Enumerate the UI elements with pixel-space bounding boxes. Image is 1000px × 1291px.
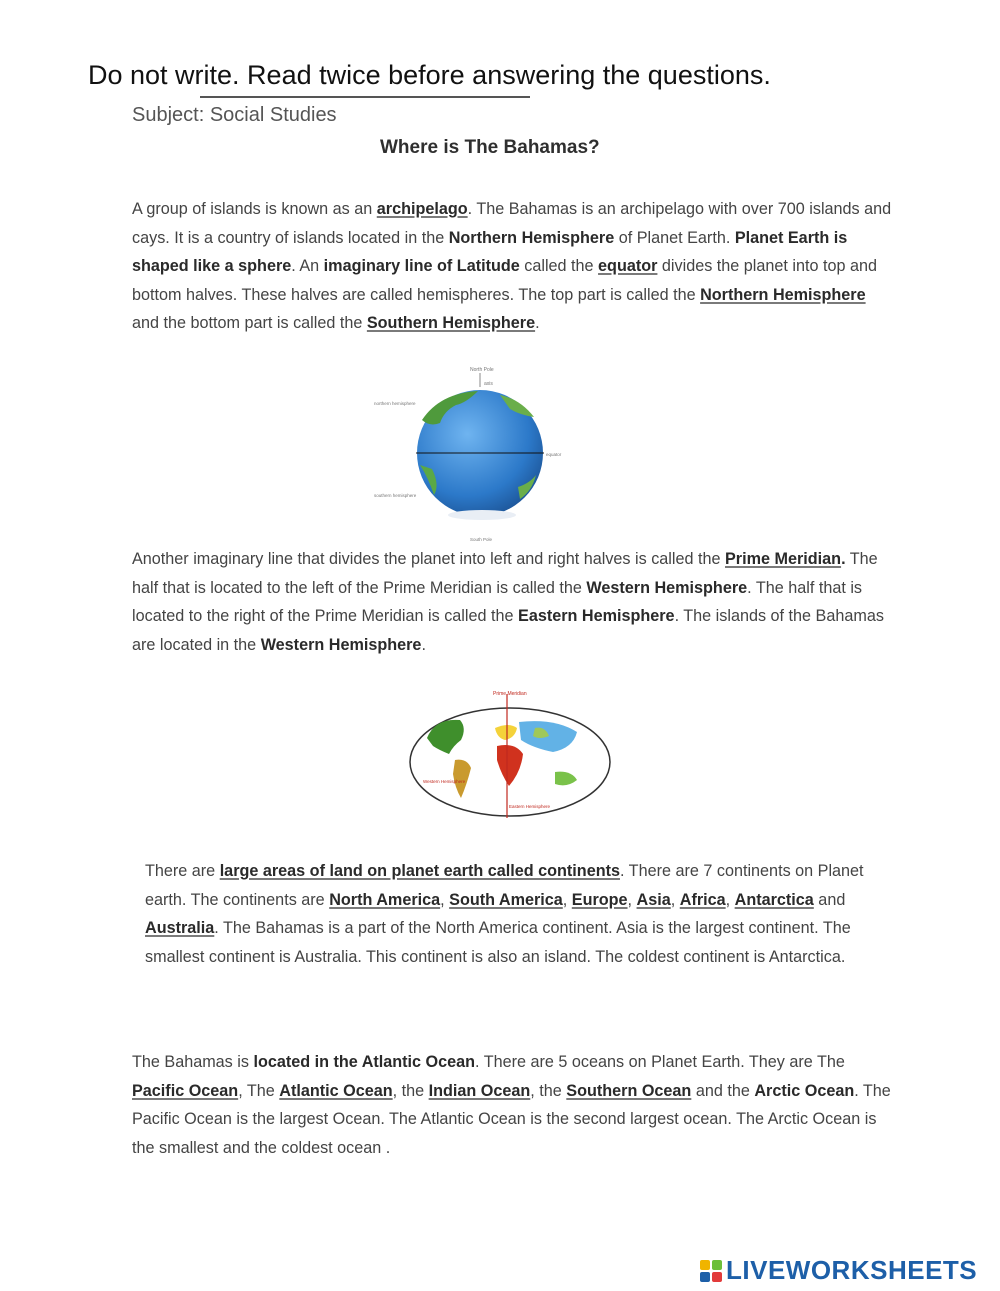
text-run: , the [530, 1081, 567, 1100]
text-run: Antarctica [734, 890, 814, 909]
text-run: . [841, 550, 846, 568]
text-run: . The Bahamas is a part of the North America continent. Asia is the largest continent. The smallest continent is Australia. This continent is also an island. The coldest continent is Antarctica. [145, 919, 851, 966]
text-run: Northern Hemisphere [448, 228, 615, 247]
text-run: Arctic Ocean [754, 1081, 855, 1100]
text-run: located in the Atlantic Ocean [253, 1053, 476, 1071]
text-run: of Planet Earth. [614, 228, 735, 247]
text-run: . [535, 314, 540, 333]
text-run: archipelago [376, 200, 468, 218]
logo-square [700, 1260, 710, 1270]
text-run: Australia [145, 919, 215, 938]
page-title: Where is The Bahamas? [380, 137, 600, 158]
prime-meridian-label: Prime Meridian [493, 691, 527, 697]
axis-label: axis [484, 381, 493, 387]
text-run: . The half that is located to the right of the Prime Meridian is called the [132, 578, 863, 626]
text-run: equator [598, 257, 658, 276]
text-run: and [813, 890, 846, 909]
logo-square [700, 1272, 710, 1282]
text-run: and the bottom part is called the [132, 314, 367, 333]
text-run: , [627, 890, 637, 909]
subject-line: Subject: Social Studies [132, 104, 337, 126]
text-run: A group of islands is known as an [132, 200, 377, 218]
text-run: . There are 7 continents on Planet earth. The continents are [145, 862, 864, 909]
text-run: Southern Ocean [566, 1081, 692, 1100]
text-run: . The islands of the Bahamas are located in the [132, 607, 884, 654]
text-run: Planet Earth is shaped like a sphere [132, 228, 848, 276]
text-run: Prime Meridian [725, 550, 842, 568]
text-run: Western Hemisphere [586, 578, 748, 597]
text-run: The half that is located to the left of the Prime Meridian is called the [132, 550, 878, 597]
north-pole-label: North Pole [470, 367, 494, 373]
text-run: The Bahamas is [132, 1053, 254, 1071]
liveworksheets-logo[interactable] [700, 1255, 977, 1286]
text-run: . An [291, 257, 324, 276]
text-run: , [440, 890, 450, 909]
text-run: . The Bahamas is an archipelago with over 700 islands and cays. It is a country of islands located in the [132, 200, 892, 247]
paragraph-continents [145, 857, 905, 971]
logo-square [712, 1260, 722, 1270]
text-run: South America [449, 890, 563, 909]
logo-square [712, 1272, 722, 1282]
text-run: . The Pacific Ocean is the largest Ocean. The Atlantic Ocean is the second largest ocean. The Arctic Ocean is the smallest and the coldest ocean . [132, 1081, 891, 1157]
text-run: Pacific Ocean [132, 1081, 239, 1100]
equator-label: equator [546, 452, 562, 457]
text-run: Western Hemisphere [260, 635, 422, 654]
text-run: Africa [679, 890, 726, 909]
liveworksheets-logo-text: LIVEWORKSHEETS [726, 1255, 978, 1285]
text-run: Southern Hemisphere [366, 314, 536, 333]
text-run: . [421, 635, 426, 654]
liveworksheets-logo-icon [700, 1260, 722, 1282]
text-run: Another imaginary line that divides the planet into left and right halves is called the [132, 550, 725, 568]
paragraph-prime-meridian [132, 545, 892, 659]
text-run: called the [519, 257, 599, 276]
text-run: , The [238, 1081, 280, 1100]
northern-hemisphere-label: northern hemisphere [374, 401, 416, 406]
world-map-figure [405, 688, 615, 820]
text-run: imaginary line of Latitude [323, 257, 520, 276]
southern-hemisphere-label: southern hemisphere [374, 493, 417, 498]
text-run: Eastern Hemisphere [518, 607, 675, 626]
text-run: Indian Ocean [428, 1081, 531, 1100]
paragraph-oceans [132, 1048, 892, 1162]
text-run: Northern Hemisphere [700, 285, 866, 304]
text-run: , [562, 890, 572, 909]
instruction-underline [200, 96, 530, 98]
text-run: There are [145, 862, 220, 880]
text-run: large areas of land on planet earth called continents [219, 862, 620, 880]
globe-hemispheres-figure [370, 365, 580, 545]
text-run: , the [392, 1081, 429, 1100]
text-run: . There are 5 oceans on Planet Earth. They are The [475, 1053, 845, 1071]
western-hemisphere-label: Western Hemisphere [423, 779, 466, 784]
text-run: Europe [571, 890, 628, 909]
text-run: North America [329, 890, 441, 909]
south-pole-label: South Pole [470, 537, 493, 542]
paragraph-archipelago [132, 195, 892, 338]
text-run: , [725, 890, 735, 909]
text-run: Asia [636, 890, 671, 909]
text-run: , [670, 890, 680, 909]
text-run: divides the planet into top and bottom halves. These halves are called hemispheres. The top part is called the [132, 257, 878, 304]
text-run: and the [691, 1081, 755, 1100]
eastern-hemisphere-label: Eastern Hemisphere [509, 804, 551, 809]
instruction-text: Do not write. Read twice before answering the questions. [88, 60, 771, 90]
text-run: Atlantic Ocean [279, 1081, 393, 1100]
